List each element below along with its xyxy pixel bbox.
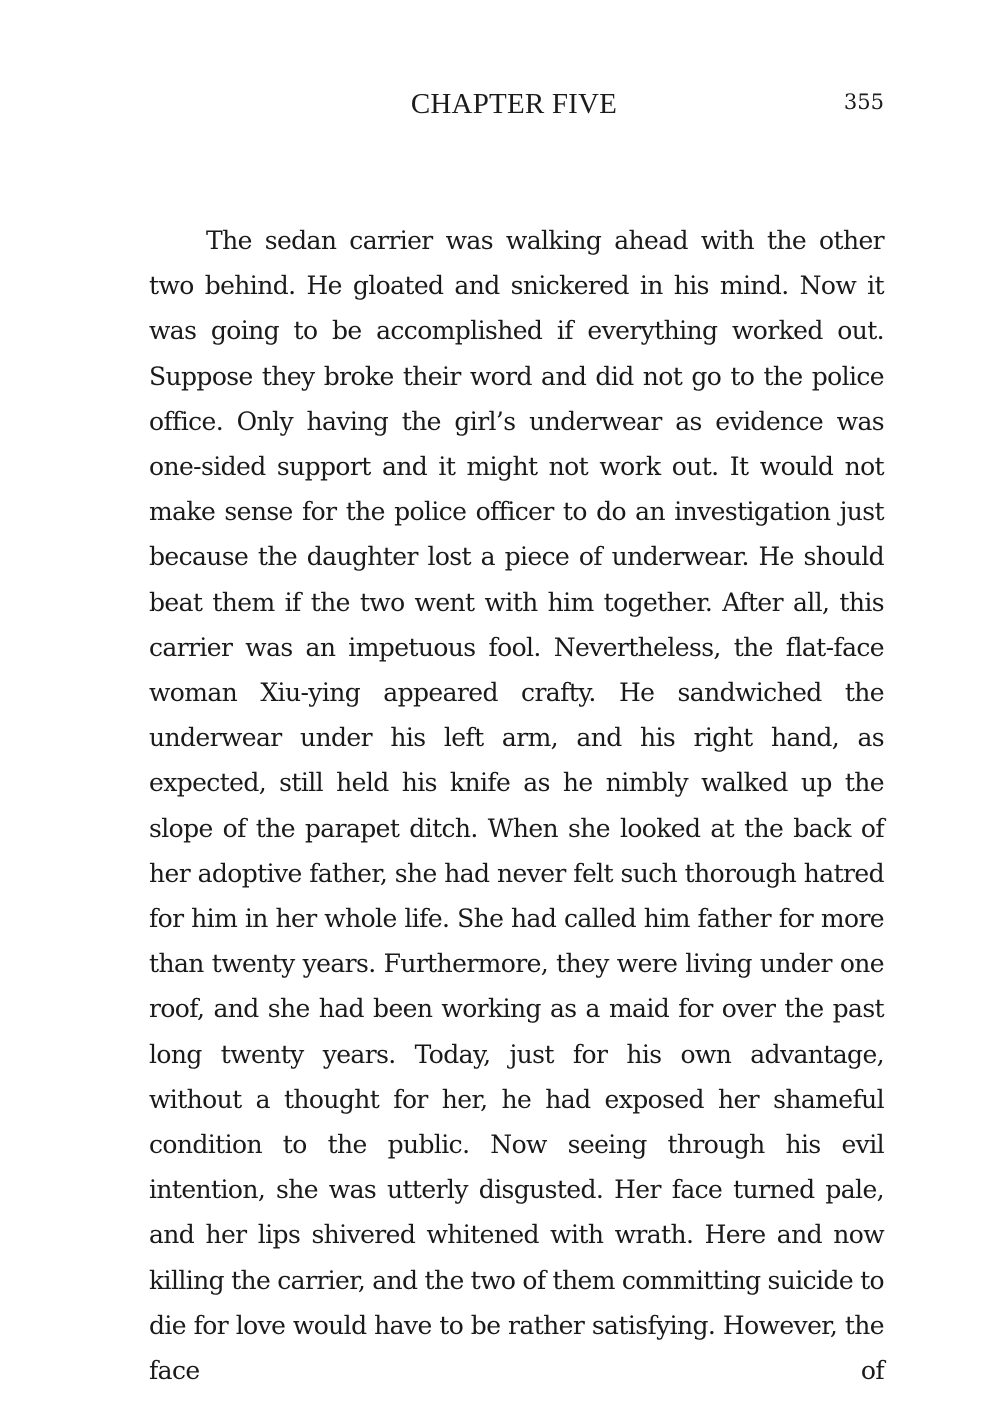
chapter-title: CHAPTER FIVE — [410, 88, 618, 120]
running-head — [0, 88, 1000, 128]
page-number: 355 — [843, 90, 884, 114]
body-paragraph: The sedan carrier was walking ahead with the other two behind. He gloated and snickered in his mind. Now it was going to be accomplished if everything worked out. Suppose they broke their word and did not go to the police office. Only having the girl’s underwear as evidence was one-sided support and it might not work out. It would not make sense for the police officer to do an investigation just because the daughter lost a piece of underwear. He should beat them if the two went with him together. After all, this carrier was an impetuous fool. Nevertheless, the flat-face woman Xiu-ying appeared crafty. He sandwiched the underwear under his left arm, and his right hand, as expected, still held his knife as he nimbly walked up the slope of the parapet ditch. When she looked at the back of her adoptive father, she had never felt such thorough hatred for him in her whole life. She had called him father for more than twenty years. Furthermore, they were living under one roof, and she had been working as a maid for over the past long twenty years. Today, just for his own advantage, without a thought for her, he had exposed her shameful condition to the public. Now seeing through his evil intention, she was utterly disgusted. Her face turned pale, and her lips shivered whitened with wrath. Here and now killing the carrier, and the two of them committing suicide to die for love would have to be rather satisfying. However, the face of — [149, 226, 884, 1386]
